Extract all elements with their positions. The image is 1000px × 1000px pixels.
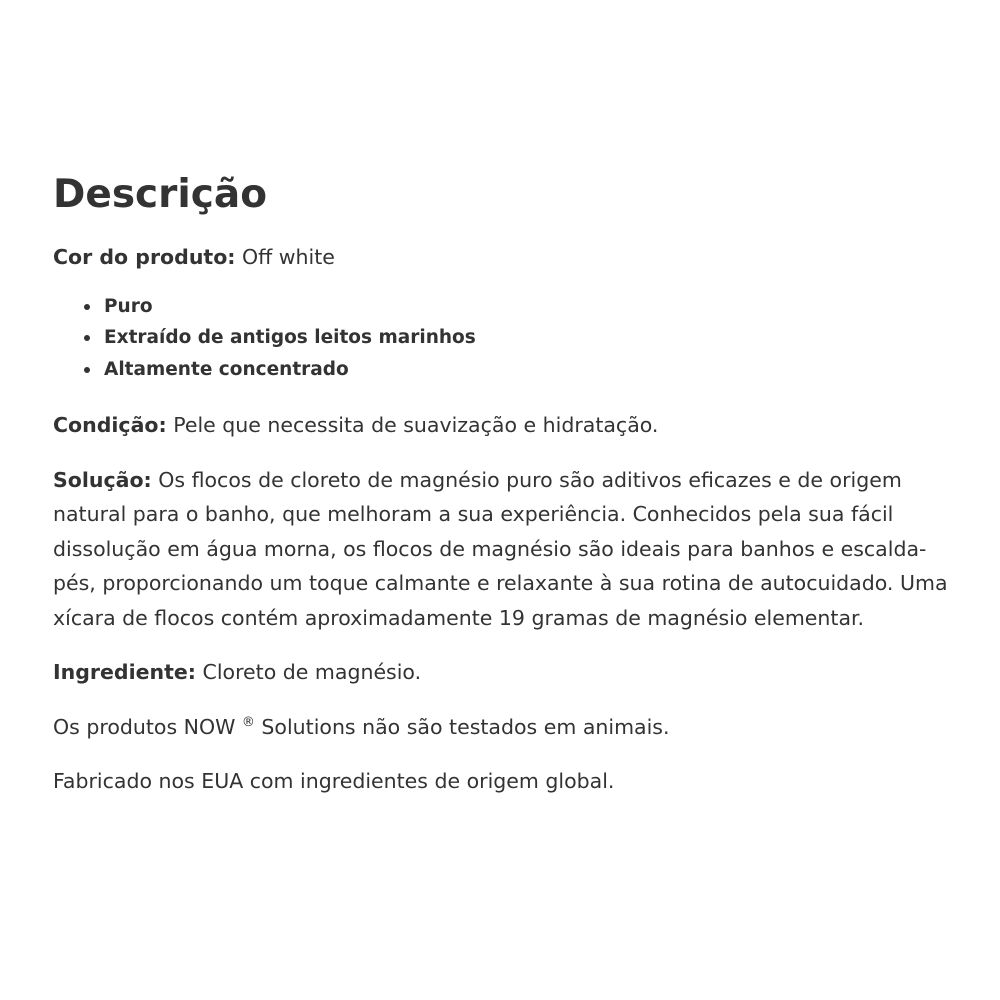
feature-text: Puro	[104, 295, 153, 317]
feature-text: Altamente concentrado	[104, 358, 349, 380]
feature-text: Extraído de antigos leitos marinhos	[104, 327, 476, 348]
bullet-icon	[84, 367, 90, 373]
feature-list	[53, 291, 953, 386]
product-description	[53, 170, 953, 799]
cruelty-free-note	[53, 710, 953, 745]
ingredient-label: Ingrediente:	[53, 660, 197, 684]
origin-note: Fabricado nos EUA com ingredientes de origem global.	[53, 769, 615, 793]
product-color-label: Cor do produto:	[53, 245, 236, 269]
list-item	[53, 322, 953, 354]
bullet-icon	[84, 304, 90, 310]
ingredient-text: Cloreto de magnésio.	[196, 660, 422, 684]
registered-mark: ®	[241, 714, 255, 730]
product-color	[53, 240, 953, 275]
list-item	[53, 291, 953, 323]
solution-text: Os flocos de cloreto de magnésio puro são aditivos eficazes e de origem natural para o banho, que melhoram a sua experiência. Conhecidos pela sua fácil dissolução em água morna, os flocos de magnésio são ideais para banhos e escalda-pés, proporcionando um toque calmante e relaxante à sua rotina de autocuidado. Uma xícara de flocos contém aproximadamente 19 gramas de magnésio elementar.	[53, 467, 948, 630]
condition-label: Condição:	[53, 413, 167, 437]
bullet-icon	[84, 335, 90, 341]
solution-label: Solução:	[53, 467, 152, 492]
ingredient-paragraph	[53, 655, 953, 690]
list-item	[53, 354, 953, 386]
condition-paragraph	[53, 408, 953, 443]
description-title: Descrição	[53, 172, 267, 217]
solution-paragraph	[53, 463, 953, 636]
product-color-value: Off white	[235, 245, 335, 269]
cruelty-free-before: Os produtos NOW	[53, 714, 242, 739]
condition-text: Pele que necessita de suavização e hidratação.	[166, 413, 659, 437]
cruelty-free-after: Solutions não são testados em animais.	[254, 714, 670, 739]
